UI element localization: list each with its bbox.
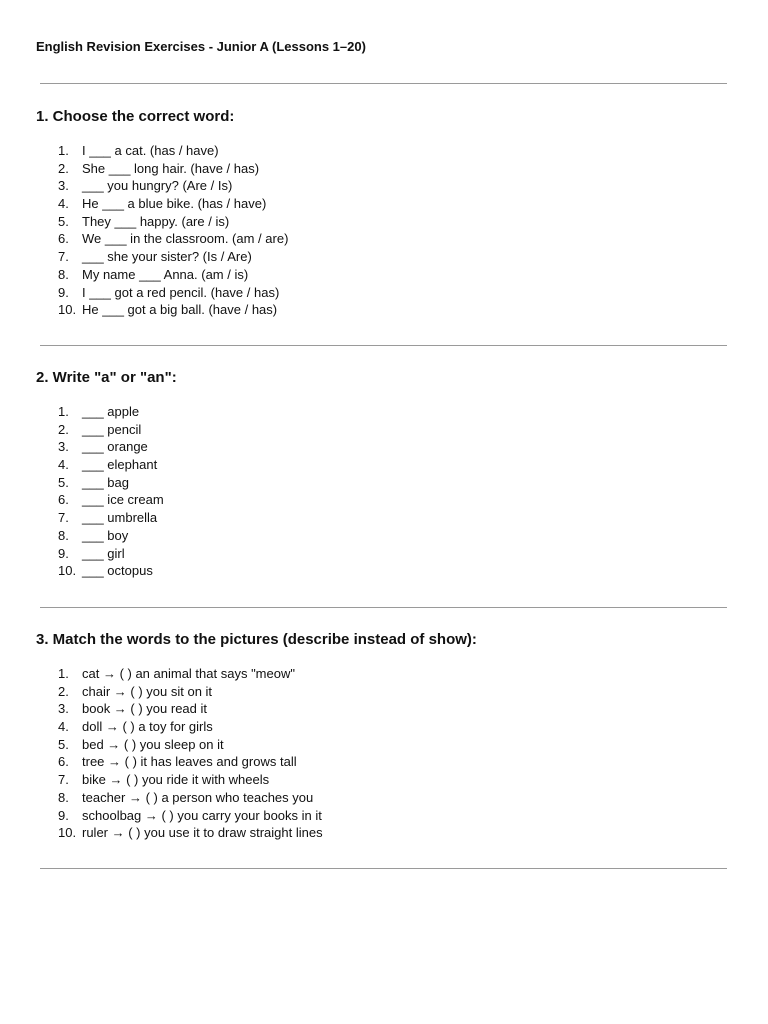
list-item [58,248,288,266]
list-item [58,474,164,492]
document-title: English Revision Exercises - Junior A (Lessons 1–20) [36,39,366,54]
item-number: 6. [58,231,69,247]
item-text: She ___ long hair. (have / has) [82,160,260,176]
item-number: 10. [58,302,77,318]
item-number: 10. [58,825,77,841]
list-item [58,142,288,160]
item-number: 6. [58,492,69,508]
list-item [58,545,164,563]
item-text: I ___ got a red pencil. (have / has) [82,284,280,300]
list-item [58,456,164,474]
item-text: tree → ( ) it has leaves and grows tall [82,754,297,770]
item-number: 3. [58,701,69,717]
item-text: bed → ( ) you sleep on it [82,736,224,752]
item-text: ___ octopus [82,563,153,579]
item-number: 5. [58,213,69,229]
list-item [58,230,288,248]
list-item [58,403,164,421]
list-item [58,284,288,302]
item-text: ___ umbrella [82,510,158,526]
section-2-list [58,403,164,580]
item-number: 2. [58,421,69,437]
item-text: teacher → ( ) a person who teaches you [82,789,314,805]
list-item [58,736,323,754]
item-number: 7. [58,510,69,526]
list-item [58,213,288,231]
list-item [58,700,323,718]
item-number: 3. [58,178,69,194]
list-item [58,491,164,509]
item-number: 5. [58,474,69,490]
section-1-heading: 1. Choose the correct word: [36,108,235,125]
item-number: 1. [58,143,69,158]
item-text: My name ___ Anna. (am / is) [82,266,249,282]
divider [40,607,727,608]
list-item [58,160,288,178]
item-number: 9. [58,284,69,300]
item-text: ___ pencil [82,421,142,437]
list-item [58,266,288,284]
item-text: ___ bag [82,474,129,490]
list-item [58,718,323,736]
item-number: 5. [58,736,69,752]
item-text: ___ boy [82,527,129,543]
item-number: 8. [58,789,69,805]
item-number: 1. [58,404,69,419]
item-number: 7. [58,772,69,788]
item-text: book → ( ) you read it [82,701,207,717]
list-item [58,824,323,842]
list-item [58,195,288,213]
item-text: He ___ got a big ball. (have / has) [82,302,278,318]
item-number: 6. [58,754,69,770]
item-text: bike → ( ) you ride it with wheels [82,772,270,788]
list-item [58,421,164,439]
list-item [58,771,323,789]
item-number: 9. [58,807,69,823]
item-text: We ___ in the classroom. (am / are) [82,231,289,247]
list-item [58,807,323,825]
item-number: 4. [58,719,69,735]
item-number: 9. [58,545,69,561]
item-number: 2. [58,160,69,176]
list-item [58,301,288,319]
item-text: ___ she your sister? (Is / Are) [82,249,252,265]
list-item [58,683,323,701]
divider [40,83,727,84]
item-text: They ___ happy. (are / is) [82,213,230,229]
item-number: 8. [58,266,69,282]
item-text: ___ apple [82,404,140,419]
list-item [58,665,323,683]
list-item [58,527,164,545]
section-3-heading: 3. Match the words to the pictures (describe instead of show): [36,631,477,648]
item-text: ruler → ( ) you use it to draw straight lines [82,825,323,841]
item-text: doll → ( ) a toy for girls [82,719,213,735]
item-number: 4. [58,196,69,212]
list-item [58,177,288,195]
list-item [58,562,164,580]
item-number: 7. [58,249,69,265]
item-text: ___ ice cream [82,492,164,508]
item-text: ___ you hungry? (Are / Is) [82,178,233,194]
divider [40,868,727,869]
item-number: 8. [58,527,69,543]
item-number: 3. [58,439,69,455]
item-text: ___ orange [82,439,148,455]
list-item [58,438,164,456]
section-1-list [58,142,288,319]
section-3-list [58,665,323,842]
item-text: cat → ( ) an animal that says "meow" [82,666,295,681]
item-number: 1. [58,666,69,681]
item-text: ___ elephant [82,457,158,473]
item-number: 4. [58,457,69,473]
item-text: He ___ a blue bike. (has / have) [82,196,267,212]
item-number: 10. [58,563,77,579]
list-item [58,789,323,807]
item-number: 2. [58,683,69,699]
item-text: schoolbag → ( ) you carry your books in it [82,807,322,823]
item-text: ___ girl [82,545,125,561]
divider [40,345,727,346]
list-item [58,509,164,527]
list-item [58,753,323,771]
item-text: chair → ( ) you sit on it [82,683,213,699]
item-text: I ___ a cat. (has / have) [82,143,219,158]
section-2-heading: 2. Write "a" or "an": [36,369,177,386]
